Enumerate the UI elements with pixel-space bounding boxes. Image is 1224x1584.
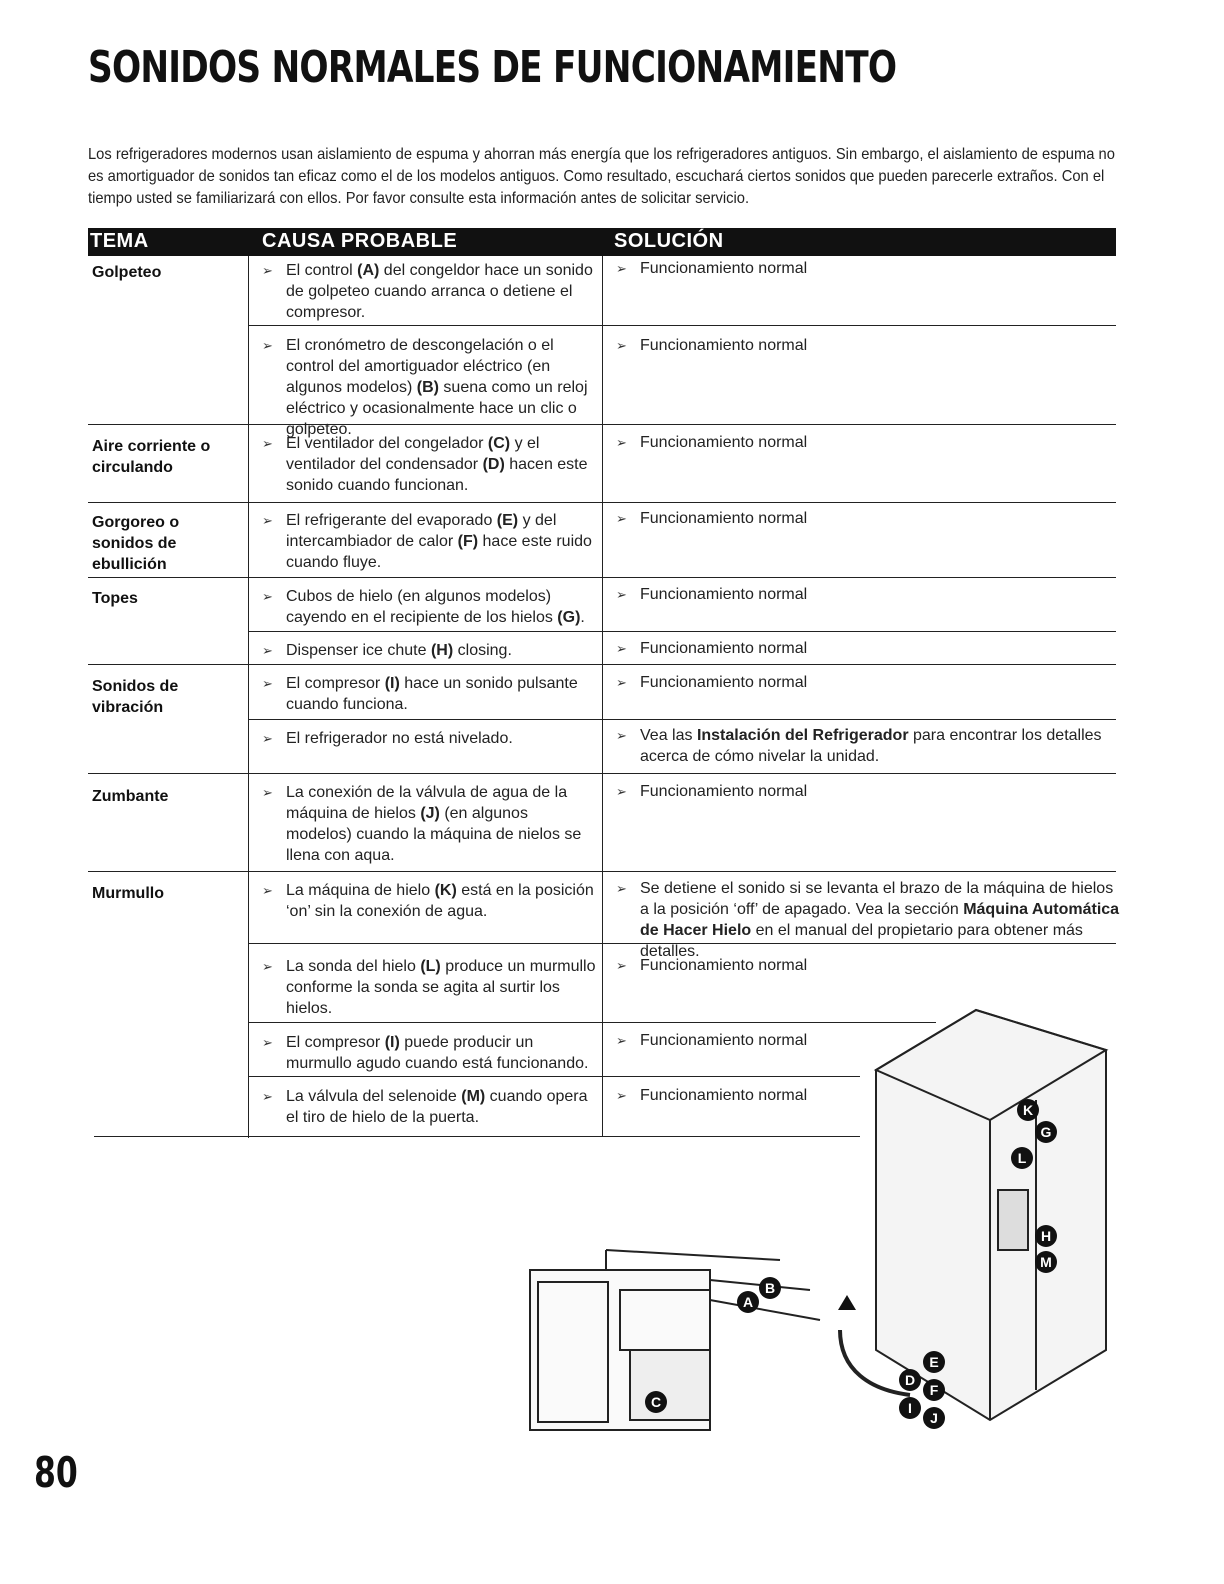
causa-cell: ➢ El compresor (I) hace un sonido pulsante cuando funciona. [262,675,578,713]
tema-vibracion: Sonidos de vibración [92,678,179,716]
arrow-bullet-icon: ➢ [262,1089,273,1104]
callout-badge [1011,1147,1033,1169]
row-separator [88,773,1116,774]
arrow-bullet-icon: ➢ [262,436,273,451]
svg-text:B: B [764,1280,776,1296]
callout-badge [1035,1121,1057,1143]
row-separator [88,871,1116,872]
svg-text:F: F [929,1382,939,1398]
svg-text:J: J [930,1410,938,1426]
solucion-cell: ➢ Funcionamiento normal [616,510,808,527]
row-separator [248,719,1116,720]
tema-topes: Topes [92,590,138,607]
arrow-bullet-icon: ➢ [262,643,273,658]
solucion-cell: ➢ Funcionamiento normal [616,674,808,691]
row-separator [88,502,1116,503]
arrow-bullet-icon: ➢ [262,263,273,278]
causa-cell: ➢ El refrigerador no está nivelado. [262,730,513,747]
arrow-bullet-icon: ➢ [262,513,273,528]
causa-cell: ➢ El ventilador del congelador (C) y el ventilador del condensador (D) hacen este sonido cuando funcionan. [262,435,588,494]
svg-text:H: H [1040,1228,1052,1244]
causa-cell: ➢ El cronómetro de descongelación o el control del amortiguador eléctrico (en algunos modelos) (B) suena como un reloj eléctrico y ocasionalmente hace un clic o golpeteo. [262,337,588,438]
callout-badge [923,1379,945,1401]
arrow-bullet-icon: ➢ [616,958,627,973]
refrigerator-drawing [838,1010,1106,1420]
arrow-bullet-icon: ➢ [616,728,627,743]
callout-badge [759,1277,781,1299]
row-separator [88,577,1116,578]
solucion-cell: ➢ Funcionamiento normal [616,640,808,657]
header-causa: CAUSA PROBABLE [262,230,458,252]
arrow-bullet-icon: ➢ [262,1035,273,1050]
arrow-bullet-icon: ➢ [616,261,627,276]
svg-text:I: I [908,1400,912,1416]
svg-text:E: E [929,1354,939,1370]
page-number: 80 [34,1448,78,1497]
column-divider [248,256,249,1138]
row-separator [88,664,1116,665]
svg-text:M: M [1040,1254,1052,1270]
arrow-bullet-icon: ➢ [616,511,627,526]
tema-zumbante: Zumbante [92,788,169,805]
svg-text:L: L [1017,1150,1027,1166]
causa-cell: ➢ La conexión de la válvula de agua de la máquina de hielos (J) (en algunos modelos) cuando la máquina de nielos se llena con aqua. [262,784,582,864]
page-title: SONIDOS NORMALES DE FUNCIONAMIENTO [88,42,897,93]
svg-text:D: D [904,1372,916,1388]
arrow-bullet-icon: ➢ [616,1088,627,1103]
arrow-bullet-icon: ➢ [262,959,273,974]
arrow-bullet-icon: ➢ [262,731,273,746]
causa-cell: ➢ Cubos de hielo (en algunos modelos) cayendo en el recipiente de los hielos (G). [262,588,585,626]
causa-cell: ➢ Dispenser ice chute (H) closing. [262,642,512,659]
callout-badge [1035,1225,1057,1247]
table-header [88,228,1116,256]
arrow-bullet-icon: ➢ [616,641,627,656]
callout-badge [645,1391,667,1413]
freezer-cutaway-drawing [530,1250,820,1430]
header-tema: TEMA [90,230,149,252]
arrow-bullet-icon: ➢ [262,676,273,691]
refrigerator-illustration [520,990,1120,1450]
arrow-bullet-icon: ➢ [616,587,627,602]
arrow-bullet-icon: ➢ [616,675,627,690]
tema-murmullo: Murmullo [92,885,164,902]
callout-badge [1017,1099,1039,1121]
tema-gorgoreo: Gorgoreo o sonidos de ebullición [92,514,180,573]
tema-golpeteo: Golpeteo [92,264,162,281]
svg-text:A: A [742,1294,754,1310]
intro-paragraph: Los refrigeradores modernos usan aislamiento de espuma y ahorran más energía que los refrigeradores antiguos. Sin embargo, el aislamiento de espuma no es amortiguador de sonidos tan eficaz como el de los modelos antiguos. Como resultado, escuchará ciertos sonidos que pueden parecerle extraños. Con el tiempo usted se familiarizará con ellos. Por favor consulte esta información antes de solicitar servicio. [88,146,1115,207]
row-separator [248,325,1116,326]
solucion-cell: ➢ Funcionamiento normal [616,337,808,354]
solucion-cell: ➢ Funcionamiento normal [616,1032,808,1049]
arrow-bullet-icon: ➢ [262,785,273,800]
tema-aire: Aire corriente o circulando [92,438,211,476]
row-separator [88,424,1116,425]
causa-cell: ➢ La sonda del hielo (L) produce un murmullo conforme la sonda se agita al surtir los hielos. [262,958,596,1017]
row-separator [248,631,1116,632]
header-solucion: SOLUCIÓN [614,230,724,252]
callout-badge [737,1291,759,1313]
causa-cell: ➢ El control (A) del congeldor hace un sonido de golpeteo cuando arranca o detiene el compresor. [262,262,593,321]
solucion-cell: ➢ Funcionamiento normal [616,586,808,603]
arrow-bullet-icon: ➢ [616,435,627,450]
callout-badge [923,1351,945,1373]
solucion-cell: ➢ Funcionamiento normal [616,434,808,451]
arrow-bullet-icon: ➢ [616,784,627,799]
svg-text:C: C [650,1394,662,1410]
solucion-cell: ➢ Vea las Instalación del Refrigerador para encontrar los detalles acerca de cómo nivelar la unidad. [616,727,1102,765]
solucion-cell: ➢ Funcionamiento normal [616,260,808,277]
callout-badge [899,1369,921,1391]
arrow-bullet-icon: ➢ [262,338,273,353]
causa-cell: ➢ La máquina de hielo (K) está en la posición ‘on’ sin la conexión de agua. [262,882,594,920]
solucion-cell: ➢ Funcionamiento normal [616,957,808,974]
causa-cell: ➢ El refrigerante del evaporado (E) y del intercambiador de calor (F) hace este ruido cuando fluye. [262,512,592,571]
arrow-bullet-icon: ➢ [616,338,627,353]
solucion-cell: ➢ Funcionamiento normal [616,783,808,800]
callout-badge [1035,1251,1057,1273]
causa-cell: ➢ El compresor (I) puede producir un murmullo agudo cuando está funcionando. [262,1034,589,1072]
solucion-cell: ➢ Funcionamiento normal [616,1087,808,1104]
arrow-bullet-icon: ➢ [616,1033,627,1048]
arrow-bullet-icon: ➢ [262,589,273,604]
callout-badge [899,1397,921,1419]
arrow-bullet-icon: ➢ [616,881,627,896]
svg-text:G: G [1040,1124,1052,1140]
arrow-bullet-icon: ➢ [262,883,273,898]
causa-cell: ➢ La válvula del selenoide (M) cuando opera el tiro de hielo de la puerta. [262,1088,588,1126]
callout-badge [923,1407,945,1429]
solucion-cell: ➢ Se detiene el sonido si se levanta el brazo de la máquina de hielos a la posición ‘off’ de apagado. Vea la sección Máquina Automática de Hacer Hielo en el manual del propietario para obtener más detalles. [616,880,1120,960]
svg-text:K: K [1022,1102,1034,1118]
